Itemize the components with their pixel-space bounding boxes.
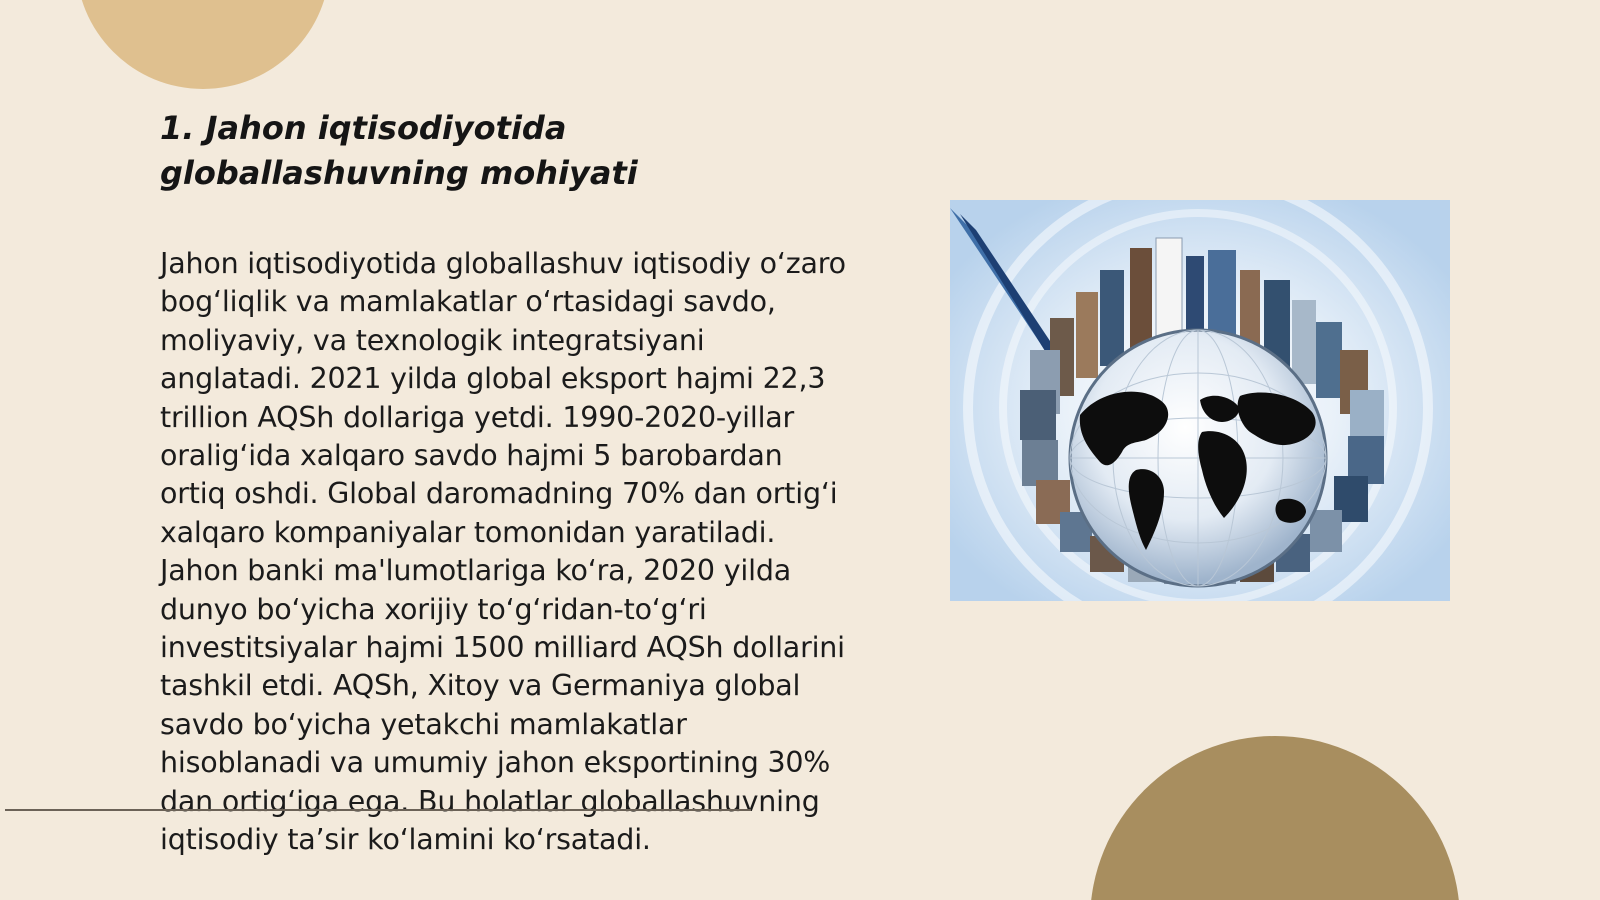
decorative-circle-bottom <box>1090 736 1460 900</box>
divider-line <box>5 809 751 811</box>
globe-city-illustration <box>950 200 1450 601</box>
slide-body-text: Jahon iqtisodiyotida globallashuv iqtisodiy o‘zaro bog‘liqlik va mamlakatlar o‘rtasidagi savdo, moliyaviy, va texnologik integratsiyani anglatadi. 2021 yilda global eksport hajmi 22,3 trillion AQSh dollariga yetdi. 1990-2020-yillar oralig‘ida xalqaro savdo hajmi 5 barobardan ortiq oshdi. Global daromadning 70% dan ortig‘i xalqaro kompaniyalar tomonidan yaratiladi. Jahon banki ma'lumotlariga ko‘ra, 2020 yilda dunyo bo‘yicha xorijiy to‘g‘ridan-to‘g‘ri investitsiyalar hajmi 1500 milliard AQSh dollarini tashkil etdi. AQSh, Xitoy va Germaniya global savdo bo‘yicha yetakchi mamlakatlar hisoblanadi va umumiy jahon eksportining 30% dan ortig‘iga ega. Bu holatlar globallashuvning iqtisodiy ta’sir ko‘lamini ko‘rsatadi. <box>160 247 846 857</box>
globe-city-image <box>950 200 1450 601</box>
decorative-circle-top <box>76 0 330 89</box>
slide-title: 1. Jahon iqtisodiyotida globallashuvning mohiyati <box>160 109 638 192</box>
